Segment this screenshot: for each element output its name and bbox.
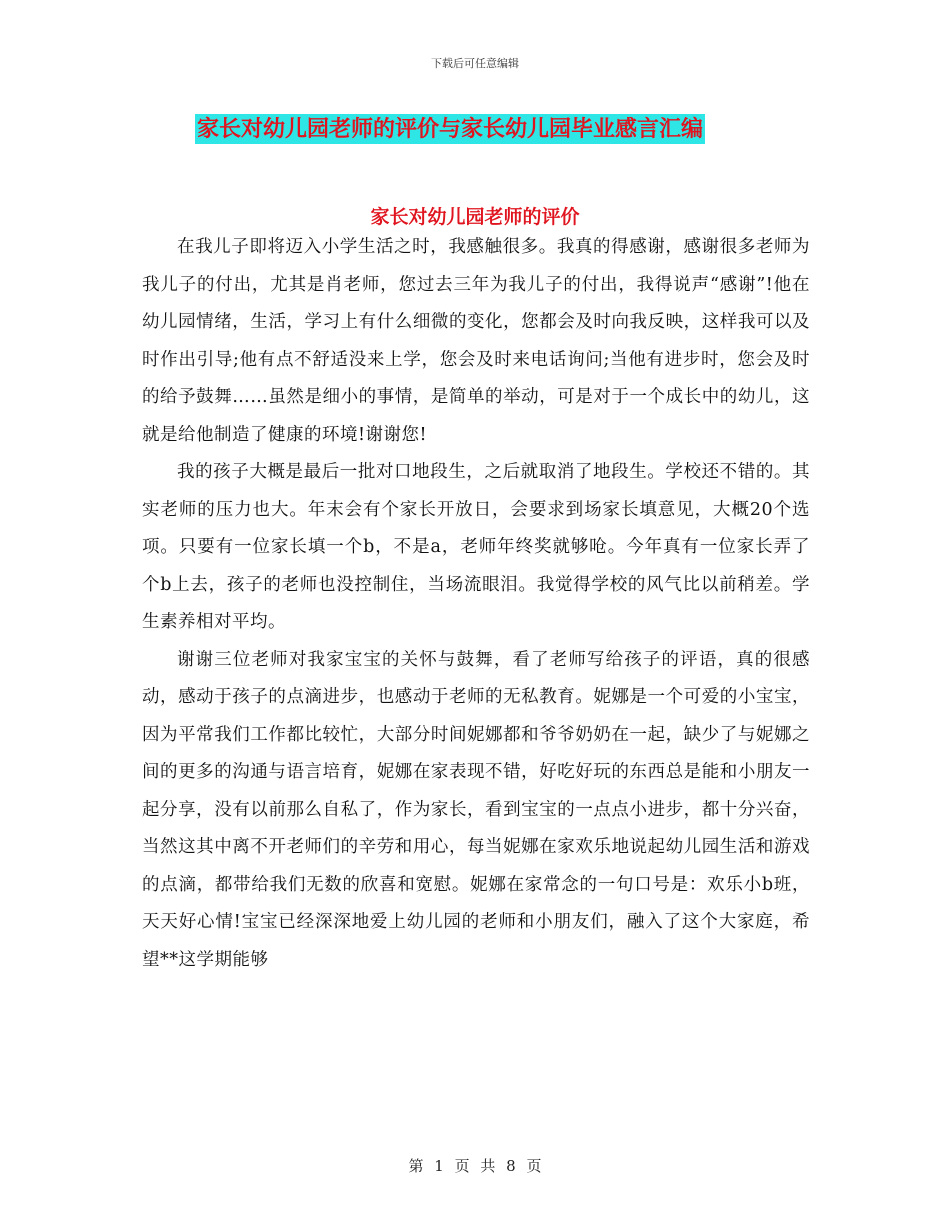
page-footer: 第 1 页 共 8 页 [408, 1157, 542, 1175]
header-note: 下载后可任意编辑 [431, 57, 519, 70]
paragraph-3: 谢谢三位老师对我家宝宝的关怀与鼓舞，看了老师写给孩子的评语，真的很感动，感动于孩子的点滴进步，也感动于老师的无私教育。妮娜是一个可爱的小宝宝，因为平常我们工作都比较忙，大部分时间妮娜都和爷爷奶奶在一起，缺少了与妮娜之间的更多的沟通与语言培育，妮娜在家表现不错，好吃好玩的东西总是能和小朋友一起分享，没有以前那么自私了，作为家长，看到宝宝的一点点小进步，都十分兴奋，当然这其中离不开老师们的辛劳和用心，每当妮娜在家欢乐地说起幼儿园生活和游戏的点滴，都带给我们无数的欣喜和宽慰。妮娜在家常念的一句口号是：欢乐小b班，天天好心情!宝宝已经深深地爱上幼儿园的老师和小朋友们，融入了这个大家庭，希望**这学期能够 [142, 649, 810, 970]
document-body [142, 229, 810, 979]
paragraph-1: 在我儿子即将迈入小学生活之时，我感触很多。我真的得感谢，感谢很多老师为我儿子的付出，尤其是肖老师，您过去三年为我儿子的付出，我得说声“感谢”!他在幼儿园情绪，生活，学习上有什么细微的变化，您都会及时向我反映，这样我可以及时作出引导;他有点不舒适没来上学，您会及时来电话询问;当他有进步时，您会及时的给予鼓舞……虽然是细小的事情，是简单的举动，可是对于一个成长中的幼儿，这就是给他制造了健康的环境!谢谢您! [142, 237, 810, 445]
document-title: 家长对幼儿园老师的评价与家长幼儿园毕业感言汇编 [197, 116, 704, 142]
paragraph-2: 我的孩子大概是最后一批对口地段生，之后就取消了地段生。学校还不错的。其实老师的压力也大。年末会有个家长开放日，会要求到场家长填意见，大概20个选项。只要有一位家长填一个b，不是a，老师年终奖就够呛。今年真有一位家长弄了个b上去，孩子的老师也没控制住，当场流眼泪。我觉得学校的风气比以前稍差。学生素养相对平均。 [142, 462, 810, 632]
section-title: 家长对幼儿园老师的评价 [370, 206, 580, 228]
